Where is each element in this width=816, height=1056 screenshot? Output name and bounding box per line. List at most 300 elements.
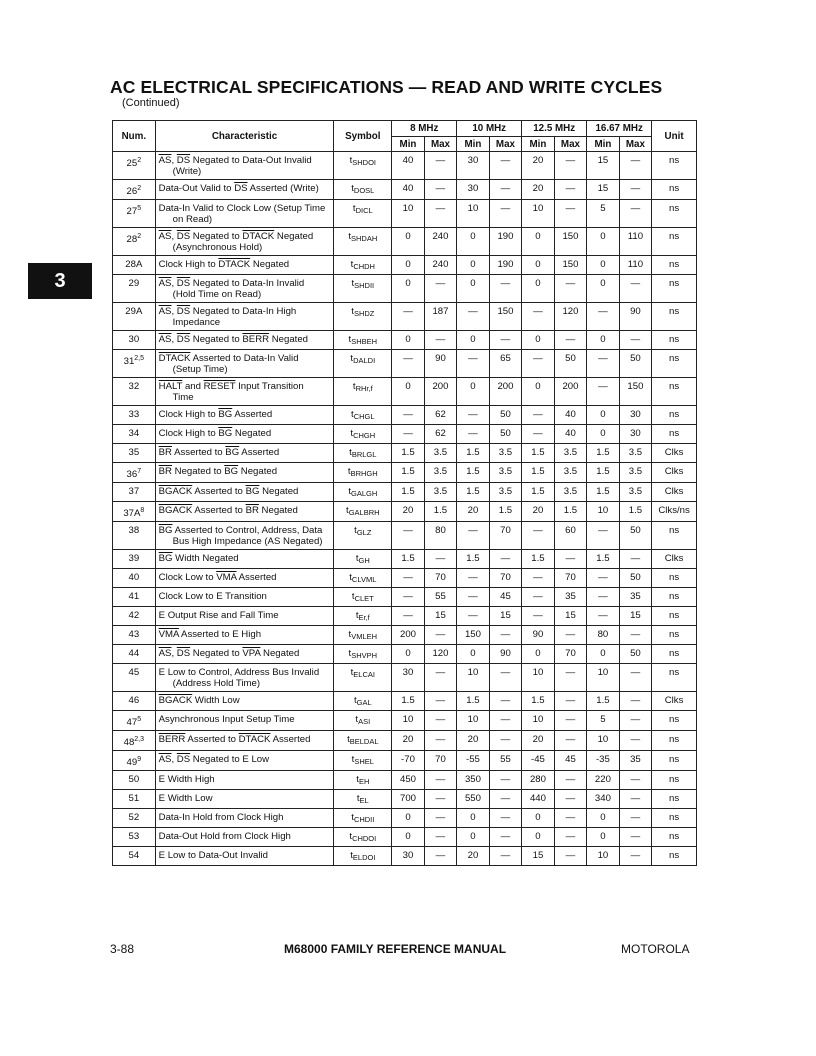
- spec-unit: Clks/ns: [652, 502, 697, 522]
- symbol-base: t: [350, 850, 353, 861]
- text-segment: Negated: [274, 231, 314, 242]
- symbol-subscript: Er,f: [358, 613, 370, 622]
- spec-characteristic: [155, 331, 334, 350]
- max-value: —: [619, 731, 651, 751]
- spec-characteristic: [155, 200, 334, 228]
- header-max: Max: [619, 137, 651, 152]
- max-value: —: [489, 180, 522, 200]
- header-min: Min: [392, 137, 424, 152]
- max-value: —: [489, 275, 522, 303]
- spec-num: [113, 406, 156, 425]
- spec-characteristic: [155, 406, 334, 425]
- symbol-subscript: ASI: [358, 717, 371, 726]
- spec-characteristic: [155, 751, 334, 771]
- symbol-base: t: [352, 203, 356, 214]
- header-unit: Unit: [652, 121, 697, 152]
- spec-num: [113, 847, 156, 866]
- min-value: 20: [457, 847, 489, 866]
- max-value: 187: [424, 303, 456, 331]
- max-value: —: [554, 626, 586, 645]
- symbol-subscript: SHDAH: [351, 234, 378, 243]
- symbol-subscript: GH: [358, 556, 370, 565]
- symbol-base: t: [352, 381, 356, 392]
- spec-num-value: 47: [126, 717, 138, 728]
- symbol-base: t: [350, 259, 354, 270]
- header-max: Max: [554, 137, 586, 152]
- min-value: 0: [392, 228, 424, 256]
- spec-note-ref: 9: [137, 756, 142, 763]
- spec-num-value: 53: [128, 831, 140, 842]
- signal-name: $\overline{BG}$: [158, 525, 173, 536]
- symbol-base: t: [351, 278, 355, 289]
- min-value: 10: [522, 200, 554, 228]
- text-segment: Clock High to: [158, 259, 219, 270]
- max-value: —: [554, 664, 586, 692]
- spec-num-value: 38: [128, 525, 140, 536]
- min-value: 0: [587, 275, 619, 303]
- signal-name: $\overline{VMA}$: [158, 629, 179, 640]
- header-min: Min: [587, 137, 619, 152]
- min-value: 20: [392, 731, 424, 751]
- max-value: —: [489, 692, 522, 711]
- max-value: 1.5: [489, 502, 522, 522]
- symbol-subscript: DALDI: [353, 356, 376, 365]
- spec-unit: ns: [652, 607, 697, 626]
- spec-unit: ns: [652, 711, 697, 731]
- spec-note-ref: 2,5: [134, 355, 145, 362]
- header-max: Max: [424, 137, 456, 152]
- symbol-base: t: [351, 591, 355, 602]
- min-value: 1.5: [587, 463, 619, 483]
- header-max: Max: [489, 137, 522, 152]
- spec-unit: ns: [652, 152, 697, 180]
- max-value: 55: [489, 751, 522, 771]
- min-value: 1.5: [392, 692, 424, 711]
- page-number: 3-88: [110, 942, 135, 956]
- spec-num: [113, 664, 156, 692]
- max-value: —: [554, 790, 586, 809]
- max-value: 15: [489, 607, 522, 626]
- max-value: 240: [424, 256, 456, 275]
- min-value: 15: [587, 152, 619, 180]
- table-row: [113, 406, 697, 425]
- spec-num: [113, 275, 156, 303]
- min-value: 0: [587, 425, 619, 444]
- spec-unit: ns: [652, 331, 697, 350]
- table-row: [113, 711, 697, 731]
- spec-symbol: [334, 180, 392, 200]
- min-value: 350: [457, 771, 489, 790]
- symbol-subscript: SHDOI: [352, 158, 377, 167]
- min-value: —: [392, 588, 424, 607]
- max-value: —: [489, 200, 522, 228]
- max-value: —: [489, 847, 522, 866]
- max-value: —: [619, 275, 651, 303]
- brand-name: MOTOROLA: [621, 942, 690, 956]
- spec-num-value: 35: [128, 447, 140, 458]
- text-segment: Width Low: [192, 695, 240, 706]
- min-value: —: [457, 569, 489, 588]
- text-segment: Negated: [260, 648, 300, 659]
- min-value: 0: [587, 331, 619, 350]
- min-value: —: [392, 569, 424, 588]
- max-value: —: [424, 626, 456, 645]
- spec-note-ref: 7: [137, 468, 142, 475]
- max-value: 90: [489, 645, 522, 664]
- spec-symbol: [334, 331, 392, 350]
- spec-note-ref: 5: [137, 205, 142, 212]
- text-segment: ,: [171, 306, 177, 317]
- spec-table-body: [113, 152, 697, 866]
- symbol-subscript: EH: [358, 777, 370, 786]
- spec-num-value: 30: [128, 334, 140, 345]
- max-value: 62: [424, 425, 456, 444]
- table-row: [113, 588, 697, 607]
- symbol-subscript: CHGL: [353, 412, 375, 421]
- spec-symbol: [334, 771, 392, 790]
- signal-name: BGACK: [158, 695, 193, 706]
- spec-num: [113, 550, 156, 569]
- max-value: 150: [619, 378, 651, 406]
- spec-num: [113, 331, 156, 350]
- min-value: 0: [587, 645, 619, 664]
- spec-symbol: [334, 444, 392, 463]
- table-row: [113, 731, 697, 751]
- min-value: 0: [522, 228, 554, 256]
- max-value: —: [619, 180, 651, 200]
- signal-name: $\overline{BG}$: [218, 409, 233, 420]
- min-value: 1.5: [392, 483, 424, 502]
- max-value: 60: [554, 522, 586, 550]
- spec-unit: ns: [652, 828, 697, 847]
- max-value: —: [619, 711, 651, 731]
- min-value: 30: [457, 180, 489, 200]
- symbol-base: t: [351, 409, 354, 420]
- min-value: 0: [392, 378, 424, 406]
- min-value: —: [392, 522, 424, 550]
- signal-name: DTACK: [242, 231, 275, 242]
- max-value: 15: [424, 607, 456, 626]
- characteristic-continuation: (Address Hold Time): [172, 678, 261, 689]
- max-value: —: [619, 331, 651, 350]
- symbol-base: t: [355, 610, 359, 621]
- spec-num: [113, 152, 156, 180]
- spec-characteristic: [155, 550, 334, 569]
- min-value: 0: [587, 406, 619, 425]
- spec-characteristic: [155, 256, 334, 275]
- symbol-base: t: [349, 572, 352, 583]
- text-segment: Negated: [238, 466, 278, 477]
- max-value: —: [424, 790, 456, 809]
- min-value: 10: [587, 502, 619, 522]
- spec-symbol: [334, 626, 392, 645]
- spec-symbol: [334, 664, 392, 692]
- spec-characteristic: [155, 626, 334, 645]
- spec-symbol: [334, 569, 392, 588]
- min-value: -45: [522, 751, 554, 771]
- signal-name: $\overline{DS}$: [234, 183, 248, 194]
- text-segment: ,: [171, 155, 177, 166]
- signal-name: $\overline{AS}$: [158, 754, 172, 765]
- signal-name: $\overline{DS}$: [176, 278, 191, 289]
- min-value: —: [522, 569, 554, 588]
- spec-num: [113, 569, 156, 588]
- max-value: —: [554, 771, 586, 790]
- table-row: [113, 550, 697, 569]
- max-value: —: [489, 731, 522, 751]
- min-value: 30: [392, 847, 424, 866]
- table-row: [113, 180, 697, 200]
- spec-unit: ns: [652, 731, 697, 751]
- spec-symbol: [334, 847, 392, 866]
- spec-note-ref: 2: [137, 185, 142, 192]
- table-row: [113, 463, 697, 483]
- min-value: 0: [587, 228, 619, 256]
- min-value: 1.5: [587, 483, 619, 502]
- spec-num: [113, 444, 156, 463]
- min-value: 1.5: [457, 692, 489, 711]
- min-value: 0: [392, 275, 424, 303]
- max-value: —: [554, 828, 586, 847]
- characteristic-continuation: on Read): [172, 214, 213, 225]
- min-value: 5: [587, 200, 619, 228]
- symbol-base: t: [351, 183, 354, 194]
- max-value: 3.5: [424, 444, 456, 463]
- text-segment: Negated: [259, 486, 299, 497]
- table-row: [113, 275, 697, 303]
- text-segment: Asserted: [236, 572, 277, 583]
- spec-unit: ns: [652, 751, 697, 771]
- table-row: [113, 200, 697, 228]
- spec-num: [113, 350, 156, 378]
- min-value: 20: [457, 731, 489, 751]
- spec-characteristic: [155, 809, 334, 828]
- max-value: 110: [619, 256, 651, 275]
- max-value: —: [554, 711, 586, 731]
- max-value: 3.5: [424, 483, 456, 502]
- table-row: [113, 626, 697, 645]
- max-value: 50: [619, 569, 651, 588]
- min-value: 0: [457, 809, 489, 828]
- min-value: 200: [392, 626, 424, 645]
- min-value: 1.5: [392, 463, 424, 483]
- min-value: 0: [522, 256, 554, 275]
- max-value: 150: [489, 303, 522, 331]
- symbol-subscript: GLZ: [356, 528, 372, 537]
- text-segment: ,: [171, 231, 177, 242]
- table-row: [113, 771, 697, 790]
- spec-num-value: 37A: [123, 508, 141, 519]
- min-value: 0: [457, 828, 489, 847]
- min-value: 0: [457, 645, 489, 664]
- min-value: —: [587, 303, 619, 331]
- min-value: 1.5: [457, 463, 489, 483]
- spec-num: [113, 607, 156, 626]
- min-value: 40: [392, 180, 424, 200]
- spec-num-value: 49: [126, 757, 138, 768]
- text-segment: ,: [171, 754, 177, 765]
- max-value: —: [489, 331, 522, 350]
- spec-num-value: 36: [126, 469, 138, 480]
- max-value: 35: [619, 588, 651, 607]
- spec-symbol: [334, 711, 392, 731]
- signal-name: $\overline{DS}$: [176, 155, 191, 166]
- max-value: 45: [554, 751, 586, 771]
- max-value: —: [424, 711, 456, 731]
- symbol-subscript: CHGH: [353, 431, 376, 440]
- max-value: 190: [489, 228, 522, 256]
- min-value: -55: [457, 751, 489, 771]
- spec-characteristic: [155, 569, 334, 588]
- min-value: —: [522, 425, 554, 444]
- min-value: 5: [587, 711, 619, 731]
- spec-symbol: [334, 550, 392, 569]
- max-value: 70: [424, 751, 456, 771]
- text-segment: E Low to Data-Out Invalid: [158, 850, 268, 861]
- table-row: [113, 790, 697, 809]
- min-value: —: [457, 406, 489, 425]
- spec-symbol: [334, 809, 392, 828]
- spec-unit: Clks: [652, 444, 697, 463]
- min-value: 20: [522, 152, 554, 180]
- spec-note-ref: 5: [137, 716, 142, 723]
- signal-name: $\overline{BG}$: [245, 486, 260, 497]
- spec-num: [113, 711, 156, 731]
- symbol-base: t: [348, 334, 352, 345]
- max-value: —: [619, 626, 651, 645]
- min-value: 0: [587, 256, 619, 275]
- max-value: 3.5: [489, 444, 522, 463]
- min-value: 0: [522, 809, 554, 828]
- max-value: 40: [554, 406, 586, 425]
- min-value: 0: [457, 275, 489, 303]
- text-segment: Asynchronous Input Setup Time: [158, 714, 295, 725]
- spec-unit: ns: [652, 790, 697, 809]
- symbol-subscript: CHDOI: [352, 834, 377, 843]
- table-row: [113, 828, 697, 847]
- table-row: [113, 425, 697, 444]
- min-value: 150: [457, 626, 489, 645]
- symbol-base: t: [348, 486, 352, 497]
- characteristic-continuation: Time: [172, 392, 194, 403]
- text-segment: and: [182, 381, 204, 392]
- text-segment: Asserted to E High: [178, 629, 262, 640]
- min-value: —: [587, 378, 619, 406]
- min-value: 20: [522, 502, 554, 522]
- spec-characteristic: [155, 275, 334, 303]
- text-segment: Negated: [232, 428, 272, 439]
- max-value: —: [619, 152, 651, 180]
- max-value: —: [619, 550, 651, 569]
- spec-unit: ns: [652, 200, 697, 228]
- max-value: —: [489, 626, 522, 645]
- symbol-base: t: [355, 553, 359, 564]
- spec-num-value: 50: [128, 774, 140, 785]
- characteristic-continuation: (Write): [172, 166, 202, 177]
- table-row: [113, 664, 697, 692]
- characteristic-continuation: (Setup Time): [172, 364, 228, 375]
- text-segment: Negated to Data-In Invalid: [190, 278, 305, 289]
- spec-num-value: 26: [126, 186, 138, 197]
- min-value: 1.5: [522, 483, 554, 502]
- text-segment: Negated to: [171, 466, 225, 477]
- min-value: —: [457, 522, 489, 550]
- spec-symbol: [334, 828, 392, 847]
- symbol-subscript: GAL: [356, 698, 372, 707]
- min-value: 550: [457, 790, 489, 809]
- max-value: 3.5: [489, 463, 522, 483]
- min-value: 0: [457, 256, 489, 275]
- min-value: 280: [522, 771, 554, 790]
- symbol-subscript: RHr,f: [355, 384, 373, 393]
- header-min: Min: [457, 137, 489, 152]
- symbol-base: t: [349, 155, 353, 166]
- text-segment: ,: [171, 648, 177, 659]
- spec-characteristic: [155, 444, 334, 463]
- min-value: —: [392, 406, 424, 425]
- spec-characteristic: [155, 847, 334, 866]
- signal-name: $\overline{AS}$: [158, 334, 172, 345]
- min-value: —: [587, 607, 619, 626]
- max-value: —: [489, 664, 522, 692]
- page-title: AC ELECTRICAL SPECIFICATIONS — READ AND WRITE CYCLES: [110, 77, 663, 97]
- text-segment: Negated: [250, 259, 290, 270]
- symbol-subscript: ELCAI: [353, 670, 375, 679]
- spec-num: [113, 502, 156, 522]
- min-value: 10: [522, 711, 554, 731]
- text-segment: Clock High to: [158, 409, 219, 420]
- spec-num-value: 33: [128, 409, 140, 420]
- max-value: 3.5: [554, 463, 586, 483]
- min-value: —: [522, 522, 554, 550]
- spec-unit: ns: [652, 228, 697, 256]
- text-segment: Clock Low to: [158, 572, 217, 583]
- table-row: [113, 444, 697, 463]
- max-value: 70: [424, 569, 456, 588]
- min-value: —: [522, 303, 554, 331]
- min-value: —: [457, 607, 489, 626]
- symbol-base: t: [348, 231, 352, 242]
- min-value: 0: [457, 228, 489, 256]
- max-value: —: [619, 200, 651, 228]
- spec-unit: ns: [652, 626, 697, 645]
- max-value: 3.5: [554, 483, 586, 502]
- max-value: —: [619, 847, 651, 866]
- symbol-base: t: [351, 754, 355, 765]
- header-min: Min: [522, 137, 554, 152]
- symbol-base: t: [349, 447, 352, 458]
- symbol-base: t: [355, 714, 359, 725]
- symbol-base: t: [351, 812, 354, 823]
- spec-num-value: 34: [128, 428, 140, 439]
- symbol-base: t: [347, 466, 351, 477]
- min-value: 0: [392, 809, 424, 828]
- min-value: 340: [587, 790, 619, 809]
- table-row: [113, 502, 697, 522]
- symbol-base: t: [346, 505, 349, 516]
- max-value: 30: [619, 425, 651, 444]
- max-value: —: [619, 692, 651, 711]
- min-value: 1.5: [522, 463, 554, 483]
- spec-num: [113, 303, 156, 331]
- table-row: [113, 483, 697, 502]
- symbol-subscript: ELDOI: [352, 853, 376, 862]
- min-value: 450: [392, 771, 424, 790]
- text-segment: ,: [171, 334, 177, 345]
- min-value: —: [457, 425, 489, 444]
- text-segment: Asserted to: [192, 486, 246, 497]
- signal-name: $\overline{DS}$: [176, 648, 191, 659]
